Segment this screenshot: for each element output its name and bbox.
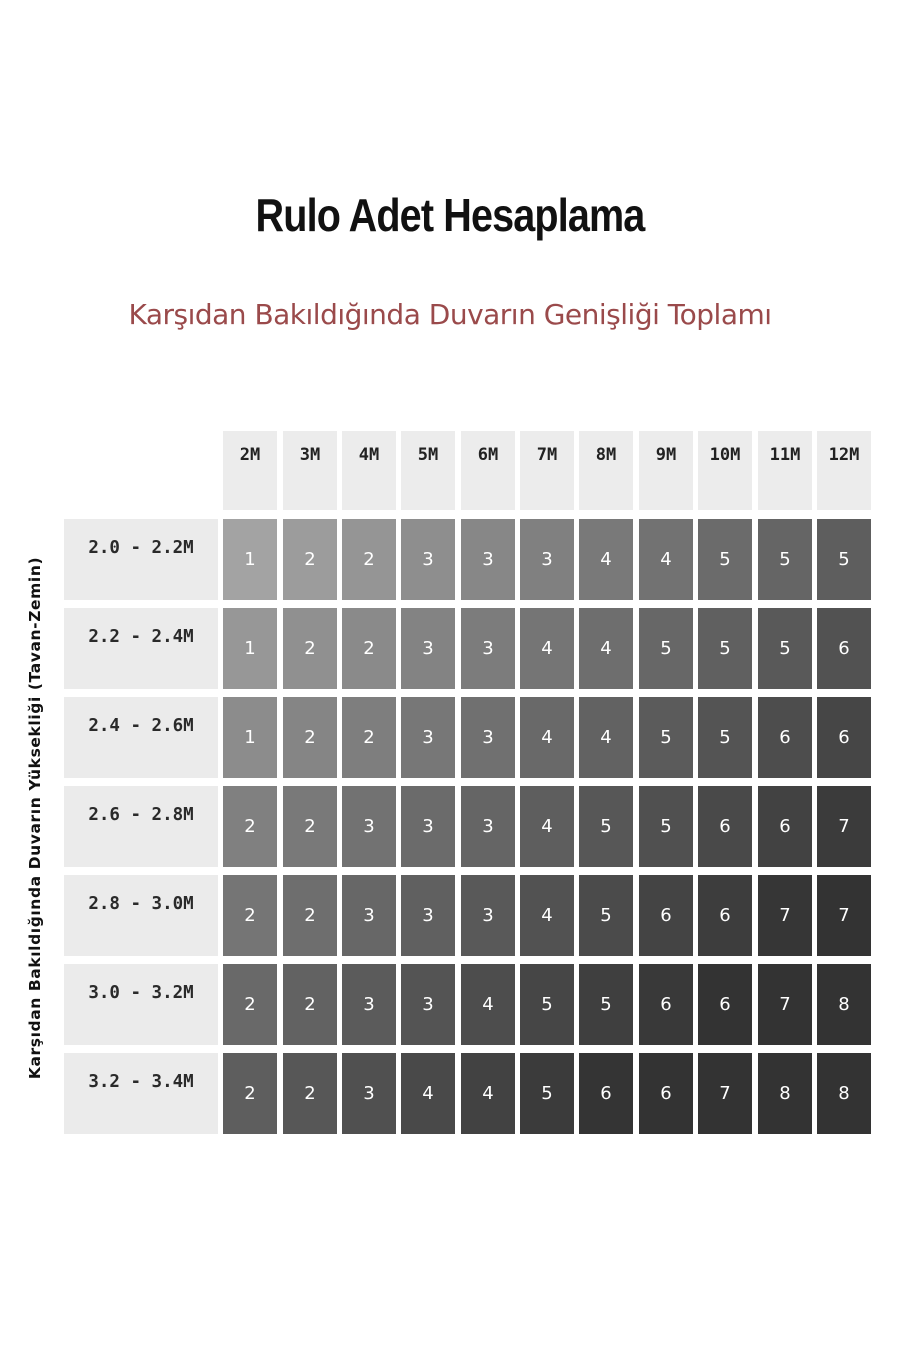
table-cell: 5 <box>639 608 693 689</box>
table-cell: 5 <box>579 964 633 1045</box>
table-cell: 6 <box>698 875 752 956</box>
row-header: 2.8 - 3.0M <box>64 875 218 956</box>
chart-title: Rulo Adet Hesaplama <box>255 189 645 241</box>
column-header: 5M <box>401 431 455 510</box>
table-cell: 2 <box>223 786 277 867</box>
table-cell: 3 <box>342 875 396 956</box>
table-cell: 2 <box>283 964 337 1045</box>
table-cell: 4 <box>520 786 574 867</box>
table-cell: 6 <box>639 875 693 956</box>
table-cell: 2 <box>342 519 396 600</box>
chart-subtitle: Karşıdan Bakıldığında Duvarın Genişliği Toplamı <box>128 298 772 331</box>
column-header: 12M <box>817 431 871 510</box>
table-cell: 4 <box>579 608 633 689</box>
table-cell: 4 <box>401 1053 455 1134</box>
table-cell: 3 <box>342 786 396 867</box>
table-cell: 5 <box>579 786 633 867</box>
table-cell: 4 <box>520 875 574 956</box>
table-cell: 8 <box>758 1053 812 1134</box>
table-cell: 5 <box>639 697 693 778</box>
table-cell: 7 <box>698 1053 752 1134</box>
column-header: 8M <box>579 431 633 510</box>
table-cell: 5 <box>758 519 812 600</box>
table-cell: 2 <box>283 519 337 600</box>
table-cell: 7 <box>758 964 812 1045</box>
table-cell: 6 <box>698 786 752 867</box>
table-cell: 2 <box>223 964 277 1045</box>
row-header: 2.6 - 2.8M <box>64 786 218 867</box>
table-cell: 4 <box>520 608 574 689</box>
y-axis-label: Karşıdan Bakıldığında Duvarın Yüksekliği (Tavan-Zemin) <box>26 556 44 1080</box>
row-header: 2.2 - 2.4M <box>64 608 218 689</box>
row-header: 2.4 - 2.6M <box>64 697 218 778</box>
column-header: 3M <box>283 431 337 510</box>
table-cell: 3 <box>461 608 515 689</box>
table-cell: 3 <box>520 519 574 600</box>
column-header: 6M <box>461 431 515 510</box>
table-cell: 1 <box>223 519 277 600</box>
table-cell: 3 <box>342 1053 396 1134</box>
table-cell: 2 <box>342 608 396 689</box>
table-cell: 6 <box>639 964 693 1045</box>
table-cell: 5 <box>698 697 752 778</box>
table-cell: 1 <box>223 608 277 689</box>
table-cell: 4 <box>461 1053 515 1134</box>
table-cell: 2 <box>283 697 337 778</box>
table-cell: 6 <box>758 786 812 867</box>
table-cell: 6 <box>639 1053 693 1134</box>
table-cell: 5 <box>639 786 693 867</box>
table-cell: 1 <box>223 697 277 778</box>
table-cell: 6 <box>817 697 871 778</box>
table-cell: 3 <box>461 697 515 778</box>
row-header: 2.0 - 2.2M <box>64 519 218 600</box>
column-header: 11M <box>758 431 812 510</box>
table-cell: 5 <box>817 519 871 600</box>
table-cell: 3 <box>401 697 455 778</box>
table-cell: 6 <box>758 697 812 778</box>
table-cell: 3 <box>461 519 515 600</box>
column-header: 4M <box>342 431 396 510</box>
column-header: 9M <box>639 431 693 510</box>
table-cell: 2 <box>283 875 337 956</box>
table-cell: 6 <box>579 1053 633 1134</box>
column-header: 2M <box>223 431 277 510</box>
column-header: 10M <box>698 431 752 510</box>
table-cell: 7 <box>817 875 871 956</box>
row-header: 3.0 - 3.2M <box>64 964 218 1045</box>
column-header: 7M <box>520 431 574 510</box>
table-cell: 5 <box>579 875 633 956</box>
table-cell: 6 <box>817 608 871 689</box>
table-cell: 4 <box>579 697 633 778</box>
table-cell: 8 <box>817 1053 871 1134</box>
table-cell: 4 <box>639 519 693 600</box>
table-cell: 8 <box>817 964 871 1045</box>
table-cell: 5 <box>758 608 812 689</box>
table-cell: 7 <box>817 786 871 867</box>
table-cell: 7 <box>758 875 812 956</box>
row-header: 3.2 - 3.4M <box>64 1053 218 1134</box>
table-cell: 3 <box>401 964 455 1045</box>
table-cell: 3 <box>401 875 455 956</box>
table-cell: 4 <box>520 697 574 778</box>
table-cell: 3 <box>342 964 396 1045</box>
table-cell: 2 <box>223 875 277 956</box>
table-cell: 4 <box>461 964 515 1045</box>
table-cell: 5 <box>698 519 752 600</box>
table-cell: 2 <box>283 1053 337 1134</box>
table-cell: 6 <box>698 964 752 1045</box>
table-cell: 2 <box>342 697 396 778</box>
table-cell: 2 <box>283 786 337 867</box>
table-cell: 3 <box>401 786 455 867</box>
table-cell: 4 <box>579 519 633 600</box>
table-cell: 3 <box>401 519 455 600</box>
table-cell: 5 <box>698 608 752 689</box>
table-cell: 2 <box>223 1053 277 1134</box>
table-cell: 2 <box>283 608 337 689</box>
table-cell: 3 <box>401 608 455 689</box>
table-cell: 5 <box>520 964 574 1045</box>
table-cell: 3 <box>461 786 515 867</box>
table-cell: 3 <box>461 875 515 956</box>
table-cell: 5 <box>520 1053 574 1134</box>
